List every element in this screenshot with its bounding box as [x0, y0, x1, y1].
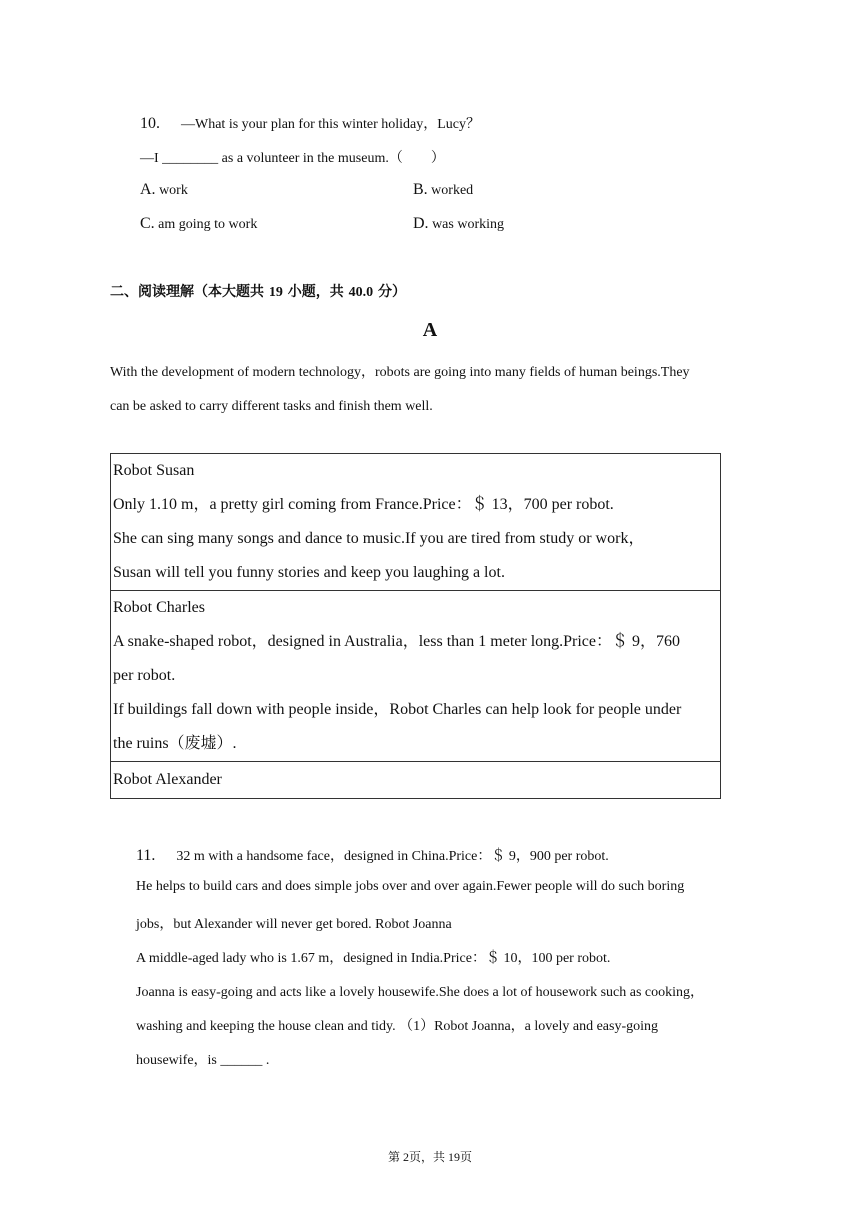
robot-susan-cell: [111, 454, 721, 591]
question-text: —What is your plan for this winter holiday，Lucy？: [181, 117, 480, 132]
option-text: was working: [432, 217, 504, 232]
table-row: [111, 762, 721, 799]
option-letter: C.: [140, 215, 155, 232]
robot-name: Robot Alexander: [113, 771, 222, 788]
option-text: am going to work: [158, 217, 258, 232]
option-d[interactable]: [413, 215, 504, 233]
question-number: 11.: [136, 847, 156, 864]
section-score: 40.0: [348, 285, 374, 300]
question-10-answer-line: —I ________ as a volunteer in the museum.（ ）: [140, 151, 445, 166]
question-11-line: A middle-aged lady who is 1.67 m，designed in India.Price：＄ 10，100 per robot.: [136, 951, 611, 966]
table-row: [111, 591, 721, 762]
robot-detail: per robot.: [113, 667, 176, 684]
section-heading-suffix: 分）: [378, 284, 406, 300]
option-letter: B.: [413, 181, 428, 198]
option-text: work: [159, 183, 188, 198]
question-11-answer-line: housewife，is ______ .: [136, 1053, 270, 1068]
passage-title: A: [422, 319, 438, 341]
robot-detail: A snake-shaped robot，designed in Australia，less than 1 meter long.Price：＄ 9，760: [113, 633, 681, 650]
robot-detail: Only 1.10 m，a pretty girl coming from France.Price：＄ 13，700 per robot.: [113, 496, 614, 513]
question-11-first-line: [136, 845, 609, 865]
option-b[interactable]: [413, 181, 473, 199]
question-11-line: jobs，but Alexander will never get bored. Robot Joanna: [136, 917, 452, 932]
passage-intro: [110, 356, 750, 424]
question-number: 10.: [140, 115, 160, 132]
robot-detail: If buildings fall down with people inside，Robot Charles can help look for people under: [113, 701, 682, 718]
question-11-line: washing and keeping the house clean and tidy. （1）Robot Joanna，a lovely and easy-going: [136, 1019, 659, 1034]
page-footer: 第 2页，共 19页: [387, 1150, 472, 1164]
robots-table: [110, 453, 721, 799]
section-heading: [110, 281, 406, 301]
question-10-stem: [140, 113, 480, 133]
robot-alexander-cell: [111, 762, 721, 799]
robot-detail: She can sing many songs and dance to music.If you are tired from study or work，: [113, 530, 645, 547]
option-c[interactable]: [140, 215, 257, 233]
robot-detail: Susan will tell you funny stories and keep you laughing a lot.: [113, 564, 505, 581]
section-question-count: 19: [268, 285, 283, 300]
robot-charles-cell: [111, 591, 721, 762]
robot-name: Robot Charles: [113, 599, 205, 616]
robot-detail: the ruins（废墟）.: [113, 735, 237, 752]
question-11-line: He helps to build cars and does simple jobs over and over again.Fewer people will do such boring: [136, 879, 685, 894]
option-a[interactable]: [140, 181, 188, 199]
question-11-line: Joanna is easy-going and acts like a lovely housewife.She does a lot of housework such as cooking，: [136, 985, 705, 1000]
table-row: [111, 454, 721, 591]
robot-name: Robot Susan: [113, 462, 195, 479]
intro-line: can be asked to carry different tasks and finish them well.: [110, 399, 433, 414]
section-heading-mid: 小题，共: [287, 284, 344, 300]
question-text: 32 m with a handsome face，designed in China.Price：＄ 9，900 per robot.: [176, 849, 609, 864]
intro-line: With the development of modern technology，robots are going into many fields of human beings.They: [110, 365, 690, 380]
option-letter: D.: [413, 215, 429, 232]
option-text: worked: [431, 183, 474, 198]
section-heading-prefix: 二、阅读理解（本大题共: [110, 284, 264, 300]
option-letter: A.: [140, 181, 156, 198]
